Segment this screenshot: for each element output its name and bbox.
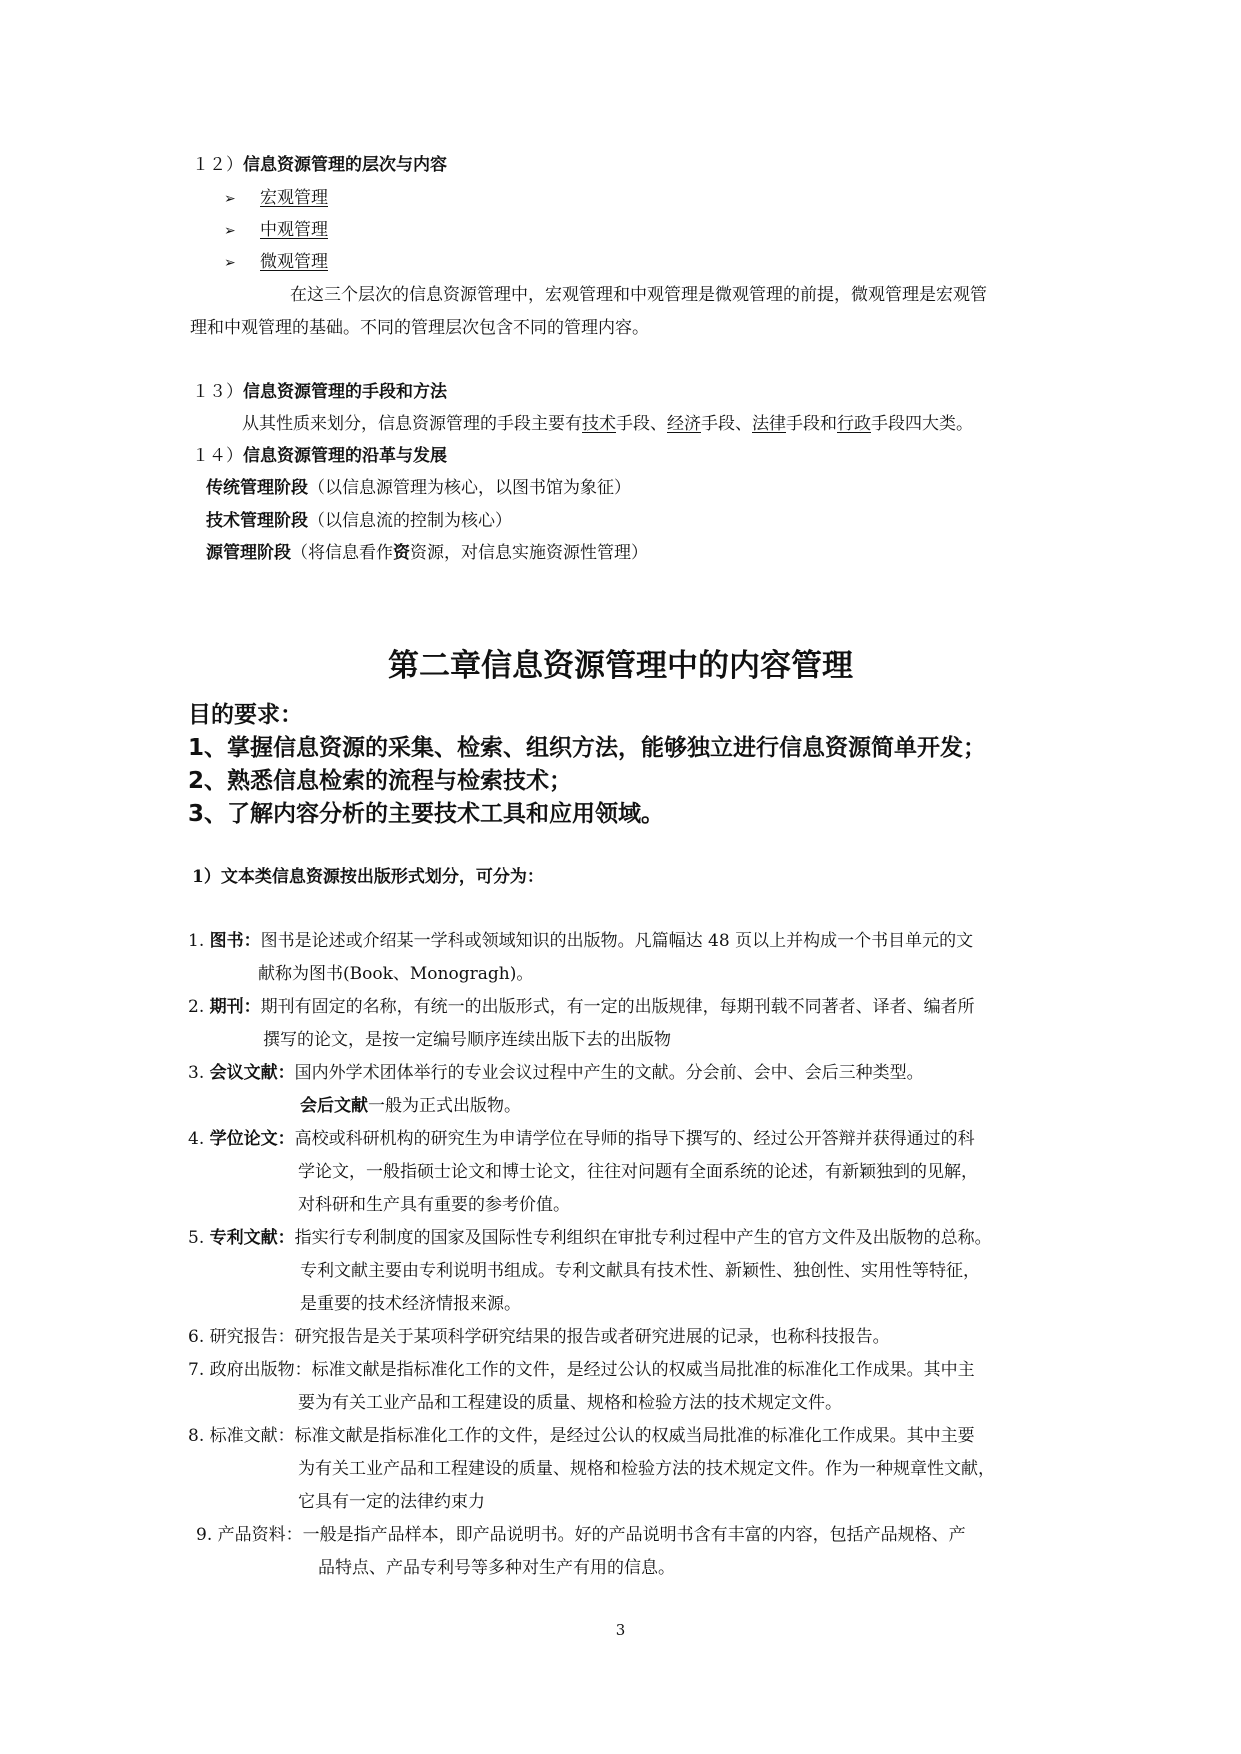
list-item-books: 1. 图书：图书是论述或介绍某一学科或领域知识的出版物。凡篇幅达 48 页以上并构成一个书目单元的文 — [188, 931, 974, 951]
arrow-bullet-icon: ➢ — [224, 191, 236, 207]
list-item-line: 是重要的技术经济情报来源。 — [300, 1294, 521, 1314]
list-item-journals: 2. 期刊：期刊有固定的名称，有统一的出版形式，有一定的出版规律，每期刊载不同著者、译者、编者所 — [188, 997, 975, 1017]
list-item: ➢ 微观管理 — [224, 252, 328, 272]
section-1-heading: 1）文本类信息资源按出版形式划分，可分为： — [192, 867, 544, 887]
paragraph-line: 理和中观管理的基础。不同的管理层次包含不同的管理内容。 — [190, 318, 649, 338]
list-item-line: 对科研和生产具有重要的参考价值。 — [298, 1195, 570, 1215]
list-item-standards: 8. 标准文献：标准文献是指标准化工作的文件，是经过公认的权威当局批准的标准化工作成果。其中主要 — [188, 1426, 975, 1446]
list-item-line: 献称为图书(Book、Monogragh)。 — [258, 964, 534, 984]
arrow-bullet-icon: ➢ — [224, 223, 236, 239]
section-number: １２） — [192, 155, 243, 175]
list-item-government: 7. 政府出版物：标准文献是指标准化工作的文件，是经过公认的权威当局批准的标准化工作成果。其中主 — [188, 1360, 975, 1380]
list-item: ➢ 宏观管理 — [224, 188, 328, 208]
section-title: 信息资源管理的层次与内容 — [243, 155, 447, 175]
list-item-line: 它具有一定的法律约束力 — [298, 1492, 485, 1512]
list-item-research-report: 6. 研究报告：研究报告是关于某项科学研究结果的报告或者研究进展的记录，也称科技报告。 — [188, 1327, 890, 1347]
arrow-bullet-icon: ➢ — [224, 255, 236, 271]
paragraph-line: 从其性质来划分，信息资源管理的手段主要有技术手段、经济手段、法律手段和行政手段四大类。 — [242, 414, 973, 434]
list-item: ➢ 中观管理 — [224, 220, 328, 240]
stage-item: 传统管理阶段（以信息源管理为核心，以图书馆为象征） — [206, 478, 631, 498]
requirement-item: 3、了解内容分析的主要技术工具和应用领域。 — [188, 801, 665, 827]
list-item-thesis: 4. 学位论文：高校或科研机构的研究生为申请学位在导师的指导下撰写的、经过公开答辩并获得通过的科 — [188, 1129, 975, 1149]
list-item-line: 专利文献主要由专利说明书组成。专利文献具有技术性、新颖性、独创性、实用性等特征， — [300, 1261, 980, 1281]
requirement-item: 1、掌握信息资源的采集、检索、组织方法，能够独立进行信息资源简单开发； — [188, 735, 987, 761]
list-item-product: 9. 产品资料：一般是指产品样本，即产品说明书。好的产品说明书含有丰富的内容，包括产品规格、产 — [196, 1525, 966, 1545]
list-item-line: 为有关工业产品和工程建设的质量、规格和检验方法的技术规定文件。作为一种规章性文献， — [298, 1459, 995, 1479]
stage-item: 源管理阶段（将信息看作资资源，对信息实施资源性管理） — [206, 543, 648, 563]
section-14-heading: １４）信息资源管理的沿革与发展 — [192, 446, 447, 466]
list-item-line: 撰写的论文，是按一定编号顺序连续出版下去的出版物 — [263, 1030, 671, 1050]
list-item-line: 要为有关工业产品和工程建设的质量、规格和检验方法的技术规定文件。 — [298, 1393, 842, 1413]
list-item-line: 会后文献一般为正式出版物。 — [300, 1096, 521, 1116]
requirement-item: 2、熟悉信息检索的流程与检索技术； — [188, 768, 573, 794]
list-item-line: 品特点、产品专利号等多种对生产有用的信息。 — [318, 1558, 675, 1578]
section-13-heading: １３）信息资源管理的手段和方法 — [192, 382, 447, 402]
list-item-line: 学论文，一般指硕士论文和博士论文，往往对问题有全面系统的论述，有新颖独到的见解， — [298, 1162, 978, 1182]
stage-item: 技术管理阶段（以信息流的控制为核心） — [206, 511, 512, 531]
requirements-title: 目的要求： — [188, 702, 303, 728]
list-item-conference: 3. 会议文献：国内外学术团体举行的专业会议过程中产生的文献。分会前、会中、会后三种类型。 — [188, 1063, 924, 1083]
paragraph-line: 在这三个层次的信息资源管理中，宏观管理和中观管理是微观管理的前提，微观管理是宏观管 — [290, 285, 987, 305]
list-item-patent: 5. 专利文献：指实行专利制度的国家及国际性专利组织在审批专利过程中产生的官方文件及出版物的总称。 — [188, 1228, 992, 1248]
section-12-heading — [192, 154, 447, 176]
page-number: 3 — [615, 1621, 626, 1639]
chapter-title: 第二章信息资源管理中的内容管理 — [388, 648, 853, 684]
